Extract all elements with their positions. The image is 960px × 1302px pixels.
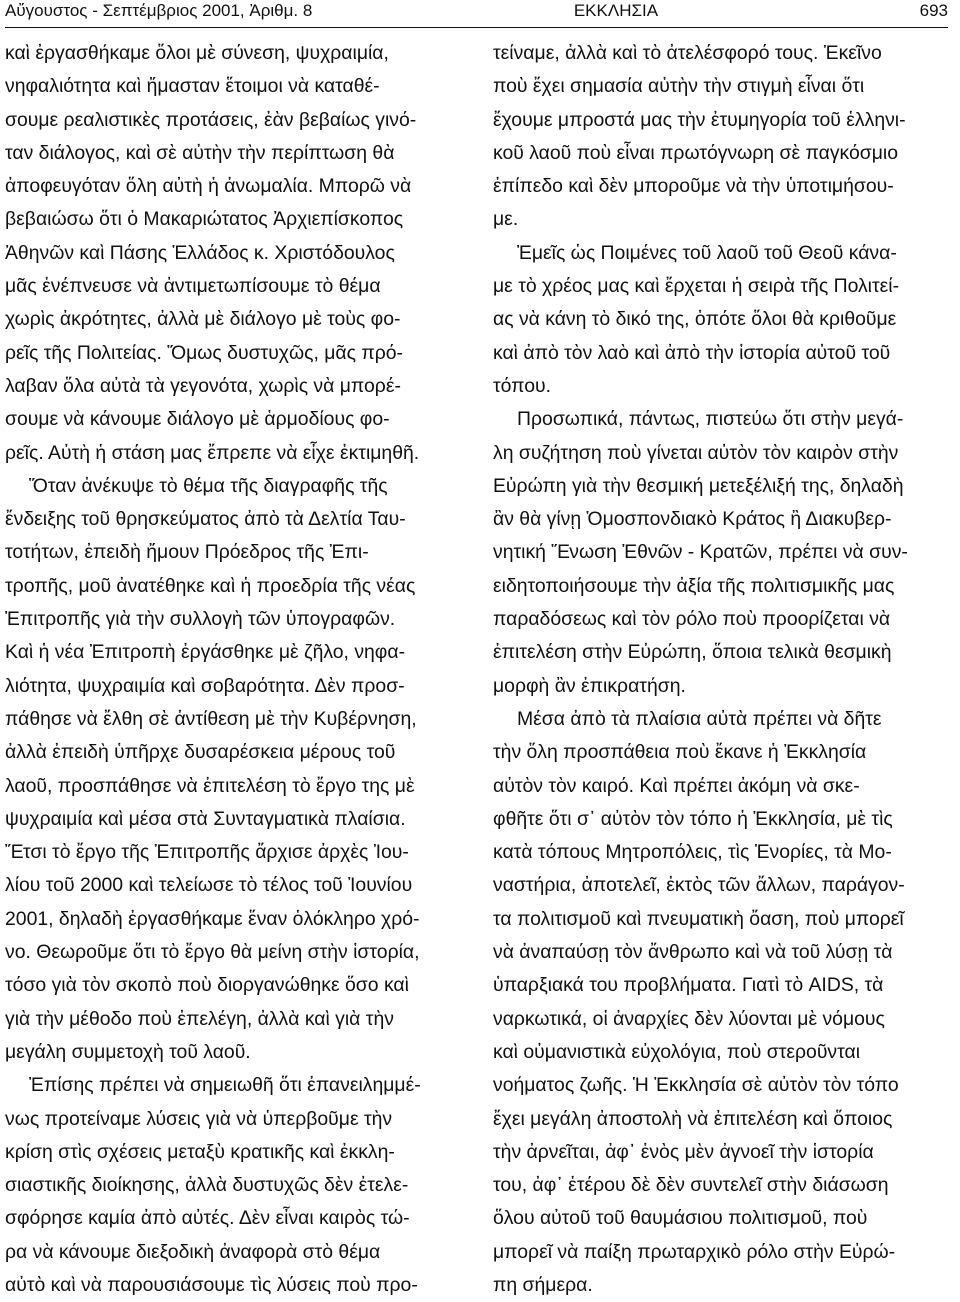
text-line: ἐπίπεδο καὶ δὲν μποροῦμε νὰ τὴν ὑποτιμήσου-	[493, 175, 894, 198]
text-line: ρεῖς. Αὐτὴ ἡ στάση μας ἔπρεπε νὰ εἶχε ἐκτιμηθῆ.	[5, 441, 420, 464]
text-line: τοτήτων, ἐπειδὴ ἤμουν Πρόεδρος τῆς Ἐπι-	[5, 541, 369, 564]
text-line: τείναμε, ἀλλὰ καὶ τὸ ἀτελέσφορό τους. Ἐκεῖνο	[493, 42, 882, 64]
right-column	[493, 37, 950, 1302]
text-line: χωρὶς ἀκρότητες, ἀλλὰ μὲ διάλογο μὲ τοὺς φο-	[5, 308, 401, 331]
text-line: Ἐπίσης πρέπει νὰ σημειωθῆ ὅτι ἐπανειλημμέ-	[29, 1074, 421, 1097]
text-line: Ἐμεῖς ὡς Ποιμένες τοῦ λαοῦ τοῦ Θεοῦ κάνα-	[517, 241, 897, 264]
text-line: με.	[493, 208, 519, 231]
text-line: ἔνδειξης τοῦ θρησκεύματος ἀπὸ τὰ Δελτία Ταυ-	[5, 508, 406, 531]
text-line: κατὰ τόπους Μητροπόλεις, τὶς Ἐνορίες, τὰ Μο-	[493, 841, 892, 864]
text-line: λη συζήτηση ποὺ γίνεται αὐτὸν τὸν καιρὸν στὴν	[493, 441, 899, 464]
text-line: καὶ ἀπὸ τὸν λαὸ καὶ ἀπὸ τὴν ἱστορία αὐτοῦ τοῦ	[493, 341, 891, 364]
text-line: νὰ ἀναπαύσῃ τὸν ἄνθρωπο καὶ νὰ τοῦ λύσῃ τὰ	[493, 941, 893, 964]
text-line: καὶ ἐργασθήκαμε ὅλοι μὲ σύνεση, ψυχραιμία,	[5, 42, 389, 64]
text-line: ψυχραιμία καὶ μέσα στὰ Συνταγματικὰ πλαίσια.	[5, 807, 406, 830]
text-line: γιὰ τὴν μέθοδο ποὺ ἐπελέγη, ἀλλὰ καὶ γιὰ τὴν	[5, 1007, 394, 1030]
journal-title: ΕΚΚΛΗΣΙΑ	[573, 1, 659, 20]
text-line: νοήματος ζωῆς. Ἡ Ἐκκλησία σὲ αὐτὸν τὸν τόπο	[493, 1074, 899, 1097]
text-line: σφόρησε καμία ἀπὸ αὐτές. Δὲν εἶναι καιρὸς τώ-	[5, 1207, 410, 1230]
text-line: τὴν ὅλη προσπάθεια ποὺ ἔκανε ἡ Ἐκκλησία	[493, 741, 867, 764]
text-line: σιαστικῆς διοίκησης, ἀλλὰ δυστυχῶς δὲν ἐτελε-	[5, 1174, 409, 1197]
text-line: Καὶ ἡ νέα Ἐπιτροπὴ ἐργάσθηκε μὲ ζῆλο, νηφα-	[5, 641, 406, 664]
text-line: κοῦ λαοῦ ποὺ εἶναι πρωτόγνωρη σὲ παγκόσμιο	[493, 141, 898, 164]
text-line: με τὸ χρέος μας καὶ ἔρχεται ἡ σειρὰ τῆς Πολιτεί-	[493, 275, 900, 298]
text-line: ας νὰ κάνη τὸ δικό της, ὁπότε ὅλοι θὰ κριθοῦμε	[493, 308, 897, 331]
text-line: ειδητοποιήσουμε τὴν ἀξία τῆς πολιτισμικῆς μας	[493, 574, 895, 597]
text-line: αὐτὸν τὸν καιρό. Καὶ πρέπει ἀκόμη νὰ σκε-	[493, 774, 860, 797]
text-line: ἀποφευγόταν ὅλη αὐτὴ ἡ ἀνωμαλία. Μπορῶ νὰ	[5, 175, 412, 198]
text-line: ρα νὰ κάνουμε διεξοδικὴ ἀναφορὰ στὸ θέμα	[5, 1240, 381, 1263]
text-line: παραδόσεως καὶ τὸν ρόλο ποὺ προορίζεται νὰ	[493, 608, 891, 631]
text-line: τὴν ἀρνεῖται, ἀφ᾽ ἑνὸς μὲν ἀγνοεῖ τὴν ἱστορία	[493, 1140, 874, 1163]
text-line: Προσωπικά, πάντως, πιστεύω ὅτι στὴν μεγά-	[517, 408, 904, 431]
text-line: λιότητα, ψυχραιμία καὶ σοβαρότητα. Δὲν προσ-	[5, 674, 405, 697]
text-line: ποὺ ἔχει σημασία αὐτὴν τὴν στιγμὴ εἶναι ὅτι	[493, 75, 865, 98]
text-line: ἐπιτελέση στὴν Εὐρώπη, ὅποια τελικὰ θεσμικὴ	[493, 641, 892, 664]
text-line: τροπῆς, μοῦ ἀνατέθηκε καὶ ἡ προεδρία τῆς νέας	[5, 574, 416, 597]
text-line: μᾶς ἐνέπνευσε νὰ ἀντιμετωπίσουμε τὸ θέμα	[5, 275, 381, 298]
text-line: ὑπαρξιακά του προβλήματα. Γιατὶ τὸ AIDS, τὰ	[493, 974, 884, 997]
text-line: Ὅταν ἀνέκυψε τὸ θέμα τῆς διαγραφῆς τῆς	[29, 474, 388, 497]
text-line: σουμε ρεαλιστικὲς προτάσεις, ἐὰν βεβαίως γινό-	[5, 108, 417, 131]
text-line: ἂν θὰ γίνῃ Ὁμοσπονδιακὸ Κράτος ἢ Διακυβερ-	[493, 508, 892, 531]
text-line: τόσο γιὰ τὸν σκοπὸ ποὺ διοργανώθηκε ὅσο καὶ	[5, 974, 409, 997]
text-line: Ἀθηνῶν καὶ Πάσης Ἑλλάδος κ. Χριστόδουλος	[5, 241, 395, 264]
text-line: του, ἀφ᾽ ἑτέρου δὲ δὲν συντελεῖ στὴν διάσωση	[493, 1174, 889, 1197]
text-line: Μέσα ἀπὸ τὰ πλαίσια αὐτὰ πρέπει νὰ δῆτε	[517, 707, 882, 730]
text-line: ρεῖς τῆς Πολιτείας. Ὅμως δυστυχῶς, μᾶς πρό-	[5, 341, 404, 364]
text-line: τόπου.	[493, 374, 552, 397]
text-line: Εὐρώπη γιὰ τὴν θεσμική μετεξέλιξή της, δηλαδὴ	[493, 474, 904, 497]
text-line: νητική Ἕνωση Ἐθνῶν - Κρατῶν, πρέπει νὰ συν-	[493, 541, 908, 564]
page-number: 693	[919, 1, 948, 20]
text-line: ἔχει μεγάλη ἀποστολὴ νὰ ἐπιτελέση καὶ ὅποιος	[493, 1107, 893, 1130]
text-line: σουμε νὰ κάνουμε διάλογο μὲ ἁρμοδίους φο-	[5, 408, 390, 431]
running-header	[5, 0, 948, 22]
text-line: καὶ οὐμανιστικὰ εὐχολόγια, ποὺ στεροῦνται	[493, 1040, 861, 1063]
text-line: ναρκωτικά, οἱ ἀναρχίες δὲν λύονται μὲ νόμους	[493, 1007, 885, 1030]
text-line: φθῆτε ὅτι σ᾽ αὐτὸν τὸν τόπο ἡ Ἐκκλησία, μὲ τὶς	[493, 807, 893, 830]
text-line: νως προτείναμε λύσεις γιὰ νὰ ὑπερβοῦμε τὴν	[5, 1107, 393, 1130]
text-line: 2001, δηλαδὴ ἐργασθήκαμε ἕναν ὁλόκληρο χρό-	[5, 907, 420, 930]
text-line: βεβαιώσω ὅτι ὁ Μακαριώτατος Ἀρχιεπίσκοπος	[5, 208, 404, 231]
text-line: λαοῦ, προσπάθησε νὰ ἐπιτελέση τὸ ἔργο της μὲ	[5, 774, 415, 797]
text-line: πάθησε νὰ ἔλθη σὲ ἀντίθεση μὲ τὴν Κυβέρνηση,	[5, 707, 417, 730]
text-line: Ἐπιτροπῆς γιὰ τὴν συλλογὴ τῶν ὑπογραφῶν.	[5, 608, 396, 631]
text-line: αὐτὸ καὶ νὰ παρουσιάσουμε τὶς λύσεις ποὺ προ-	[5, 1273, 418, 1296]
issue-date: Αὔγουστος - Σεπτέμβριος 2001, Ἀριθμ. 8	[5, 1, 313, 20]
text-line: μπορεῖ νὰ παίξη πρωταρχικὸ ρόλο στὴν Εὐρώ-	[493, 1240, 896, 1263]
header-rule	[5, 27, 948, 28]
text-line: μορφὴ ἂν ἐπικρατήση.	[493, 674, 686, 697]
text-line: τα πολιτισμοῦ καὶ πνευματικὴ ὄαση, ποὺ μπορεῖ	[493, 907, 904, 930]
left-column	[5, 37, 462, 1302]
text-line: Ἔτσι τὸ ἔργο τῆς Ἐπιτροπῆς ἄρχισε ἀρχὲς Ἰου-	[5, 841, 409, 864]
text-line: λίου τοῦ 2000 καὶ τελείωσε τὸ τέλος τοῦ Ἰουνίου	[5, 874, 413, 897]
text-line: ὅλου αὐτοῦ τοῦ θαυμάσιου πολιτισμοῦ, ποὺ	[493, 1207, 868, 1230]
text-line: κρίση στὶς σχέσεις μεταξὺ κρατικῆς καὶ ἐκκλη-	[5, 1140, 395, 1163]
text-line: νηφαλιότητα καὶ ἤμασταν ἕτοιμοι νὰ καταθέ-	[5, 75, 380, 98]
text-line: λαβαν ὅλα αὐτὰ τὰ γεγονότα, χωρὶς νὰ μπορέ-	[5, 374, 401, 397]
text-line: μεγάλη συμμετοχὴ τοῦ λαοῦ.	[5, 1040, 251, 1063]
text-line: πη σήμερα.	[493, 1273, 593, 1296]
text-line: νο. Θεωροῦμε ὅτι τὸ ἔργο θὰ μείνη στὴν ἱστορία,	[5, 941, 420, 964]
text-line: ναστήρια, ἀποτελεῖ, ἐκτὸς τῶν ἄλλων, παράγον-	[493, 874, 905, 897]
text-line: ἔχουμε μπροστά μας τὴν ἐτυμηγορία τοῦ ἑλληνι-	[493, 108, 906, 131]
text-line: ἀλλὰ ἐπειδὴ ὑπῆρχε δυσαρέσκεια μέρους τοῦ	[5, 741, 396, 764]
text-line: ταν διάλογος, καὶ σὲ αὐτὴν τὴν περίπτωση θὰ	[5, 141, 395, 164]
